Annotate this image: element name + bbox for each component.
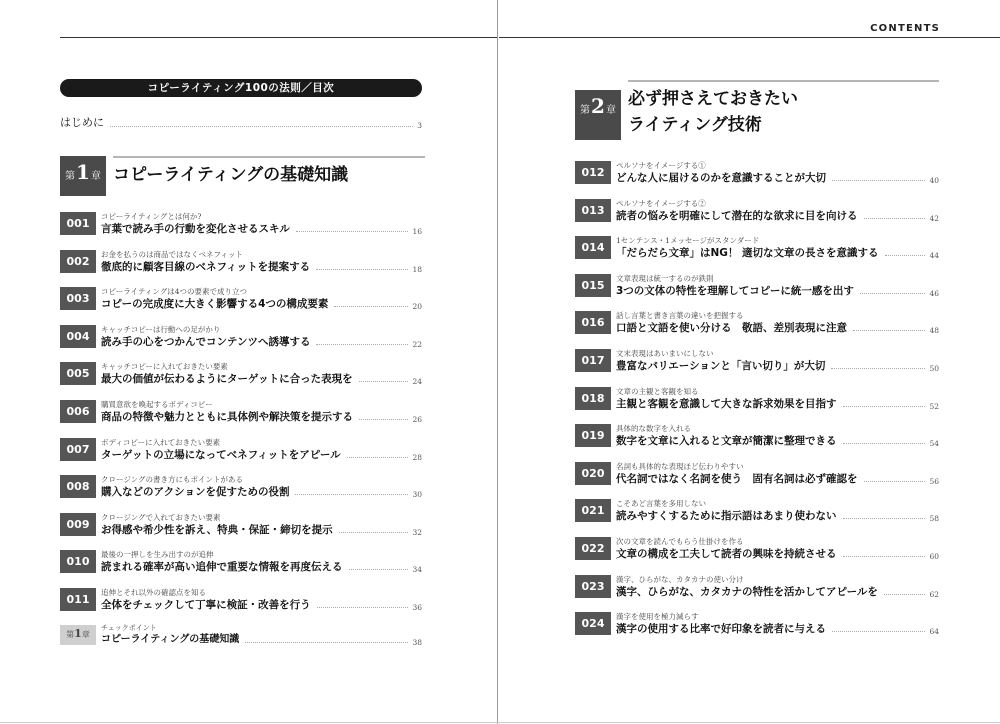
toc-entry[interactable] xyxy=(575,461,939,486)
toc-title: コピーライティング100の法則／目次 xyxy=(60,79,422,97)
entry-number-badge: 023 xyxy=(575,575,611,598)
entry-number-badge: 009 xyxy=(60,513,96,536)
toc-entry[interactable] xyxy=(60,324,422,349)
dot-leader xyxy=(245,642,408,643)
dot-leader xyxy=(359,381,409,382)
page-number: 22 xyxy=(412,339,422,349)
dot-leader xyxy=(843,518,926,519)
left-page xyxy=(0,0,498,724)
page-number: 32 xyxy=(412,527,422,537)
entry-subtitle: 漢字を使用を極力減らす xyxy=(616,612,699,622)
dot-leader xyxy=(316,269,408,270)
entry-number-badge: 005 xyxy=(60,362,96,385)
dot-leader xyxy=(295,494,408,495)
dot-leader xyxy=(339,532,409,533)
dot-leader xyxy=(296,231,409,232)
entry-number-badge: 006 xyxy=(60,400,96,423)
entry-title: 漢字、ひらがな、カタカナの特性を活かしてアピールを xyxy=(616,585,878,598)
page-number: 50 xyxy=(929,364,939,373)
chapter-title-line-1: 必ず押さえておきたい xyxy=(628,89,798,109)
chapter-checkpoint[interactable] xyxy=(60,623,422,647)
page-number: 38 xyxy=(412,638,422,647)
chapter-title: コピーライティングの基礎知識 xyxy=(113,165,349,185)
page-number: 28 xyxy=(412,452,422,462)
entry-number-badge: 015 xyxy=(575,274,611,297)
page-number: 30 xyxy=(412,490,422,500)
entry-subtitle: ペルソナをイメージする① xyxy=(616,161,706,170)
page-number: 48 xyxy=(929,326,939,336)
toc-entry[interactable] xyxy=(575,574,939,599)
toc-entry[interactable] xyxy=(60,399,422,424)
toc-entry[interactable] xyxy=(575,611,939,636)
page-number: 44 xyxy=(929,251,939,261)
dot-leader xyxy=(864,481,926,482)
entry-number-badge: 013 xyxy=(575,199,611,222)
dot-leader xyxy=(884,594,926,595)
chapter-rule xyxy=(113,156,425,158)
entry-number-badge: 019 xyxy=(575,424,611,447)
dot-leader xyxy=(334,306,408,307)
entry-number-badge: 014 xyxy=(575,236,611,259)
entry-title: 購入などのアクションを促すための役割 xyxy=(101,486,290,499)
entry-title: 読者の悩みを明確にして潜在的な欲求に目を向ける xyxy=(616,209,858,222)
entry-title: 主観と客観を意識して大きな訴求効果を目指す xyxy=(616,397,837,410)
page-number: 18 xyxy=(412,264,422,274)
entry-title: 数字を文章に入れると文章が簡潔に整理できる xyxy=(616,435,837,448)
dot-leader xyxy=(853,330,925,331)
entry-number-badge: 001 xyxy=(60,212,96,235)
entry-subtitle: 次の文章を読んでもらう仕掛けを作る xyxy=(616,537,744,546)
intro-row[interactable] xyxy=(60,116,422,130)
entry-subtitle: こそあど言葉を多用しない xyxy=(616,499,706,509)
entry-subtitle: ペルソナをイメージする② xyxy=(616,198,706,208)
entry-title: 言葉で読み手の行動を変化させるスキル xyxy=(101,223,290,235)
chapter-number: 2 xyxy=(591,94,605,118)
running-head: CONTENTS xyxy=(870,23,940,34)
page-number: 52 xyxy=(929,401,939,411)
toc-entry[interactable] xyxy=(60,249,422,274)
page-number: 34 xyxy=(412,565,422,575)
entry-title: 漢字の使用する比率で好印象を読者に与える xyxy=(616,623,826,636)
entry-number-badge: 007 xyxy=(60,438,96,461)
entry-title: 読まれる確率が高い追伸で重要な情報を再度伝える xyxy=(101,561,343,574)
entry-number-badge: 002 xyxy=(60,250,96,273)
entry-subtitle: 文末表現はあいまいにしない xyxy=(616,349,714,358)
entry-number-badge: 010 xyxy=(60,550,96,573)
right-page xyxy=(499,0,1000,724)
chapter-title-line-2: ライティング技術 xyxy=(628,115,762,135)
entry-number-badge: 011 xyxy=(60,588,96,611)
entry-subtitle: 具体的な数字を入れる xyxy=(616,424,691,434)
toc-entry[interactable] xyxy=(575,160,939,185)
chapter-rule xyxy=(628,80,939,82)
page-number: 54 xyxy=(929,439,939,449)
header-rule xyxy=(60,37,497,38)
toc-entry[interactable] xyxy=(575,386,939,411)
entry-title: 文章の構成を工夫して読者の興味を持続させる xyxy=(616,548,837,560)
entry-number-badge: 024 xyxy=(575,612,611,635)
entry-title: 代名詞ではなく名詞を使う 固有名詞は必ず確認を xyxy=(616,472,858,485)
entry-subtitle: クロージングで入れておきたい要素 xyxy=(101,512,221,522)
entry-number-badge: 004 xyxy=(60,325,96,348)
entry-title: 読み手の心をつかんでコンテンツへ誘導する xyxy=(101,335,311,348)
entry-subtitle: クロージングの書き方にもポイントがある xyxy=(101,475,244,485)
entry-subtitle: 文章の主観と客観を知る xyxy=(616,386,699,396)
entry-title: 商品の特徴や魅力とともに具体例や解決策を提示する xyxy=(101,411,353,423)
toc-entry[interactable] xyxy=(60,512,422,537)
toc-entry[interactable] xyxy=(60,211,422,236)
toc-entry[interactable] xyxy=(575,348,939,373)
entry-subtitle: 漢字、ひらがな、カタカナの使い分け xyxy=(616,574,744,584)
entry-subtitle: キャッチコピーは行動への足がかり xyxy=(101,324,221,334)
entry-number-badge: 016 xyxy=(575,311,611,334)
entry-title: 豊富なバリエーションと「言い切り」が大切 xyxy=(616,360,826,372)
entry-number-badge: 021 xyxy=(575,499,611,522)
page-number: 46 xyxy=(929,288,939,298)
entry-subtitle: 1センテンス・1メッセージがスタンダード xyxy=(616,236,760,246)
entry-title: コピーの完成度に大きく影響する4つの構成要素 xyxy=(101,298,329,311)
entry-title: 3つの文体の特性を理解してコピーに統一感を出す xyxy=(616,284,854,297)
chapter-1-header[interactable] xyxy=(60,156,425,196)
dot-leader xyxy=(316,344,408,345)
entry-subtitle: コピーライティングは4つの要素で成り立つ xyxy=(101,287,247,297)
entry-number-badge: 018 xyxy=(575,387,611,410)
entry-title: 読みやすくするために指示語はあまり使わない xyxy=(616,510,837,523)
checkpoint-title: コピーライティングの基礎知識 xyxy=(101,634,240,645)
page-number: 24 xyxy=(412,377,422,387)
toc-entry[interactable] xyxy=(575,273,939,298)
toc-entry[interactable] xyxy=(575,235,939,260)
dot-leader xyxy=(864,218,926,219)
toc-entry[interactable] xyxy=(60,286,422,311)
entry-number-badge: 003 xyxy=(60,287,96,310)
bottom-rule xyxy=(0,722,1000,723)
toc-entry[interactable] xyxy=(575,423,939,448)
dot-leader xyxy=(885,255,926,256)
chapter-title-block xyxy=(113,156,425,196)
entry-number-badge: 012 xyxy=(575,161,611,184)
dot-leader xyxy=(349,569,409,570)
entry-subtitle: キャッチコピーに入れておきたい要素 xyxy=(101,362,228,372)
entry-subtitle: お金を払うのは商品ではなくベネフィット xyxy=(101,249,243,259)
chapter-badge: 第 2 章 xyxy=(575,90,621,140)
page-number: 58 xyxy=(929,514,939,524)
toc-entry[interactable] xyxy=(575,310,939,335)
entry-title: 「だらだら文章」はNG！ 適切な文章の長さを意識する xyxy=(616,247,879,260)
entry-number-badge: 022 xyxy=(575,537,611,560)
entry-subtitle: 最後の一押しを生み出すのが追伸 xyxy=(101,550,214,560)
page-number: 42 xyxy=(929,213,939,223)
dot-leader xyxy=(359,419,408,420)
chapter-number: 1 xyxy=(76,160,90,184)
dot-leader xyxy=(860,293,926,294)
entry-number-badge: 020 xyxy=(575,462,611,485)
toc-entry[interactable] xyxy=(60,549,422,574)
dot-leader xyxy=(347,457,409,458)
dot-leader xyxy=(843,443,926,444)
entry-number-badge: 017 xyxy=(575,349,611,372)
entry-subtitle: 話し言葉と書き言葉の違いを把握する xyxy=(616,311,744,321)
entry-title: 最大の価値が伝わるようにターゲットに合った表現を xyxy=(101,373,353,386)
entry-subtitle: 文章表現は統一するのが鉄則 xyxy=(616,273,714,283)
toc-entry[interactable] xyxy=(575,198,939,223)
entry-subtitle: コピーライティングとは何か? xyxy=(101,212,202,221)
page-number: 56 xyxy=(929,476,939,486)
toc-entry[interactable] xyxy=(60,361,422,386)
page-number: 20 xyxy=(412,302,422,312)
dot-leader xyxy=(317,607,409,608)
entry-title: 全体をチェックして丁寧に検証・改善を行う xyxy=(101,599,311,611)
page-number: 64 xyxy=(929,627,939,637)
page-number: 40 xyxy=(929,176,939,185)
page-number: 16 xyxy=(412,227,422,236)
entry-title: 徹底的に顧客目線のベネフィットを提案する xyxy=(101,260,311,273)
dot-leader xyxy=(831,368,925,369)
checkpoint-label: チェックポイント xyxy=(101,624,157,632)
page-number: 36 xyxy=(412,603,422,612)
checkpoint-badge: 第 1 章 xyxy=(60,625,96,645)
dot-leader xyxy=(843,556,926,557)
header-rule xyxy=(499,37,1000,38)
toc-entry[interactable] xyxy=(60,437,422,462)
entry-title: ターゲットの立場になってベネフィットをアピール xyxy=(101,448,341,461)
page-number: 60 xyxy=(929,552,939,561)
intro-label: はじめに xyxy=(60,116,104,129)
chapter-badge: 第 1 章 xyxy=(60,156,106,196)
entry-title: お得感や希少性を訴え、特典・保証・締切を提示 xyxy=(101,523,333,536)
entry-subtitle: 名詞も具体的な表現ほど伝わりやすい xyxy=(616,461,744,471)
entry-subtitle: 購買意欲を喚起するボディコピー xyxy=(101,400,213,409)
dot-leader xyxy=(110,126,413,127)
toc-entry[interactable] xyxy=(60,474,422,499)
entry-title: 口語と文語を使い分ける 敬語、差別表現に注意 xyxy=(616,322,847,335)
page-number: 26 xyxy=(412,415,422,424)
entry-subtitle: 追伸とそれ以外の確認点を知る xyxy=(101,588,206,597)
toc-entry[interactable] xyxy=(575,498,939,523)
toc-entry[interactable] xyxy=(575,536,939,561)
entry-number-badge: 008 xyxy=(60,475,96,498)
chapter-title-block xyxy=(628,80,939,142)
entry-subtitle: ボディコピーに入れておきたい要素 xyxy=(101,437,221,447)
dot-leader xyxy=(832,631,925,632)
entry-title: どんな人に届けるのかを意識することが大切 xyxy=(616,172,826,184)
page-number: 62 xyxy=(929,589,939,599)
page-number: 3 xyxy=(417,121,422,130)
toc-entry[interactable] xyxy=(60,587,422,612)
dot-leader xyxy=(843,406,926,407)
chapter-2-header[interactable] xyxy=(575,80,939,142)
dot-leader xyxy=(832,180,925,181)
